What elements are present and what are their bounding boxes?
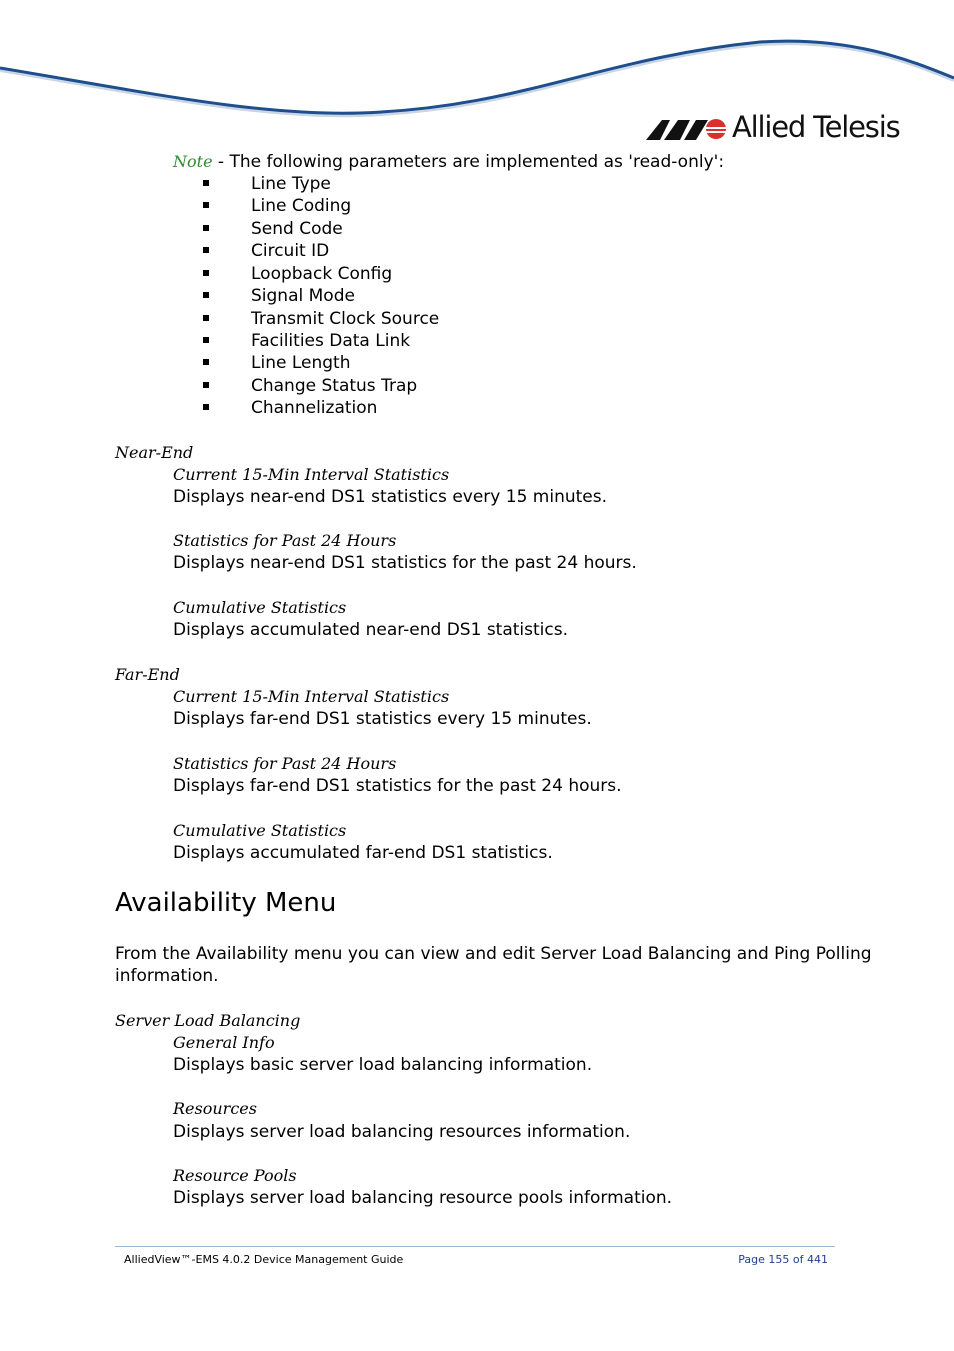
- entry-title: Resource Pools: [173, 1166, 297, 1185]
- near-end-title: Near-End: [115, 443, 194, 462]
- footer-page-number: Page 155 of 441: [738, 1253, 828, 1266]
- bullet-icon: [203, 292, 209, 298]
- server-load-balancing-title: Server Load Balancing: [115, 1011, 301, 1030]
- list-item: Line Length: [251, 353, 351, 373]
- note-text: - The following parameters are implemented as 'read-only':: [212, 152, 725, 172]
- entry-description: Displays accumulated near-end DS1 statistics.: [173, 620, 569, 640]
- bullet-icon: [203, 337, 209, 343]
- bullet-icon: [203, 202, 209, 208]
- entry-description: Displays near-end DS1 statistics for the past 24 hours.: [173, 553, 637, 573]
- bullet-icon: [203, 359, 209, 365]
- entry-title: Statistics for Past 24 Hours: [173, 531, 397, 550]
- far-end-title: Far-End: [115, 665, 180, 684]
- entry-title: Cumulative Statistics: [173, 598, 347, 617]
- list-item: Signal Mode: [251, 286, 355, 306]
- list-item: Facilities Data Link: [251, 331, 411, 351]
- entry-description: Displays accumulated far-end DS1 statistics.: [173, 843, 553, 863]
- entry-title: Statistics for Past 24 Hours: [173, 754, 397, 773]
- allied-telesis-logo: [646, 108, 899, 146]
- entry-description: Displays server load balancing resource pools information.: [173, 1188, 673, 1208]
- section-heading: Availability Menu: [115, 888, 337, 918]
- list-item: Change Status Trap: [251, 376, 418, 396]
- entry-title: Cumulative Statistics: [173, 821, 347, 840]
- list-item: Circuit ID: [251, 241, 330, 261]
- list-item: Send Code: [251, 219, 343, 239]
- list-item: Line Type: [251, 174, 331, 194]
- footer-document-title: AlliedView™-EMS 4.0.2 Device Management Guide: [124, 1253, 404, 1266]
- entry-title: General Info: [173, 1033, 275, 1052]
- entry-description: Displays far-end DS1 statistics every 15 minutes.: [173, 709, 592, 729]
- bullet-icon: [203, 180, 209, 186]
- list-item: Line Coding: [251, 196, 352, 216]
- entry-description: Displays near-end DS1 statistics every 15 minutes.: [173, 487, 608, 507]
- list-item: Channelization: [251, 398, 378, 418]
- bullet-icon: [203, 382, 209, 388]
- note-label: Note: [173, 152, 213, 171]
- entry-description: Displays basic server load balancing information.: [173, 1055, 593, 1075]
- bullet-icon: [203, 247, 209, 253]
- note-paragraph: [173, 151, 724, 173]
- intro-line: information.: [115, 966, 219, 986]
- bullet-icon: [203, 315, 209, 321]
- entry-title: Resources: [173, 1099, 257, 1118]
- footer-divider: [115, 1246, 835, 1247]
- bullet-icon: [203, 225, 209, 231]
- list-item: Transmit Clock Source: [251, 309, 440, 329]
- brand-name: Allied Telesis: [732, 110, 900, 144]
- bullet-icon: [203, 270, 209, 276]
- allied-telesis-logo-mark-icon: [646, 110, 728, 144]
- entry-description: Displays server load balancing resources information.: [173, 1122, 631, 1142]
- entry-title: Current 15-Min Interval Statistics: [173, 687, 450, 706]
- entry-description: Displays far-end DS1 statistics for the past 24 hours.: [173, 776, 622, 796]
- entry-title: Current 15-Min Interval Statistics: [173, 465, 450, 484]
- header-swoosh: [0, 0, 954, 125]
- list-item: Loopback Config: [251, 264, 393, 284]
- bullet-icon: [203, 404, 209, 410]
- intro-line: From the Availability menu you can view and edit Server Load Balancing and Ping Polling: [115, 944, 872, 964]
